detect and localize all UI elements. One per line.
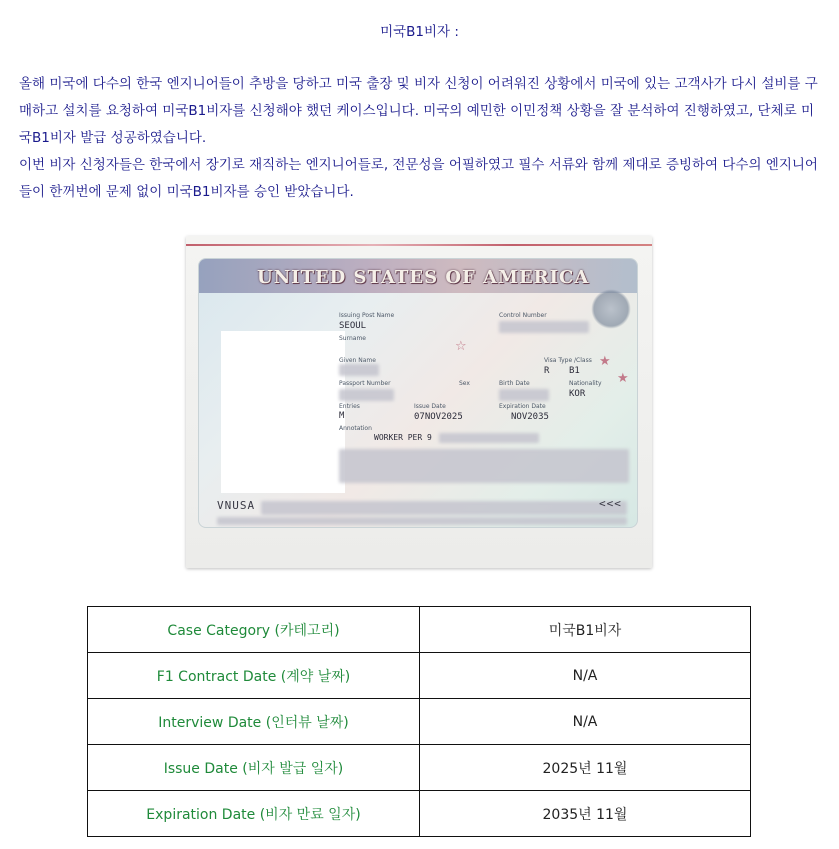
expiration-date-value: NOV2035 [511, 412, 549, 422]
redacted-given-name [339, 364, 379, 376]
visa-type-value: R [544, 366, 550, 376]
surname-label: Surname [339, 335, 366, 342]
table-row [88, 653, 751, 699]
annotation-value: WORKER PER 9 [374, 433, 432, 442]
sex-label: Sex [459, 380, 470, 387]
table-cell-value: 2035년 11월 [420, 791, 751, 837]
redacted-mrz-line-1 [261, 501, 627, 515]
table-cell-value: N/A [420, 699, 751, 745]
visa-image [186, 236, 652, 568]
table-cell-value: N/A [420, 653, 751, 699]
passport-fold [186, 244, 652, 246]
redacted-annotation-block [339, 449, 629, 483]
nationality-value: KOR [569, 389, 586, 399]
visa-header-text: UNITED STATES OF AMERICA [257, 267, 590, 288]
expiration-date-label: Expiration Date [499, 403, 546, 410]
star-icon: ★ [599, 354, 611, 369]
photo-placeholder [221, 331, 345, 493]
entries-label: Entries [339, 403, 360, 410]
table-row [88, 607, 751, 653]
redacted-birth-date [499, 389, 549, 401]
page-title: 미국B1비자 : [380, 24, 459, 40]
redacted-mrz-line-2 [217, 517, 627, 525]
table-row [88, 745, 751, 791]
table-cell-label: F1 Contract Date (계약 날짜) [88, 653, 420, 699]
intro-paragraph: 올해 미국에 다수의 한국 엔지니어들이 추방을 당하고 미국 출장 및 비자 신청이 어려워진 상황에서 미국에 있는 고객사가 다시 설비를 구매하고 설치를 요청하여 미국B1비자를 신청해야 했던 케이스입니다. 미국의 예민한 이민정책 상황을 잘 분석하여 진행하였고, 단체로 미국B1비자 발급 성공하였습니다. [19, 76, 818, 146]
passport-number-label: Passport Number [339, 380, 391, 387]
visa-type-label: Visa Type /Class [544, 357, 592, 364]
eagle-seal-icon [591, 289, 631, 329]
star-icon: ☆ [455, 339, 467, 354]
mrz-end: <<< [599, 497, 622, 510]
table-cell-value: 미국B1비자 [420, 607, 751, 653]
redacted-control-number [499, 321, 589, 333]
mrz-start: VNUSA [217, 499, 256, 512]
issue-date-value: 07NOV2025 [414, 412, 463, 422]
issuing-post-value: SEOUL [339, 321, 367, 331]
entries-value: M [339, 411, 345, 421]
redacted-annotation [439, 433, 539, 443]
control-number-label: Control Number [499, 312, 547, 319]
table-cell-label: Issue Date (비자 발급 일자) [88, 745, 420, 791]
table-cell-label: Case Category (카테고리) [88, 607, 420, 653]
visa-class-value: B1 [569, 366, 580, 376]
table-cell-label: Interview Date (인터뷰 날짜) [88, 699, 420, 745]
redacted-passport-number [339, 389, 394, 401]
star-icon: ★ [617, 371, 629, 386]
table-row [88, 699, 751, 745]
annotation-label: Annotation [339, 425, 372, 432]
table-cell-value: 2025년 11월 [420, 745, 751, 791]
issuing-post-label: Issuing Post Name [339, 312, 395, 319]
given-name-label: Given Name [339, 357, 376, 364]
case-info-table [87, 606, 751, 837]
nationality-label: Nationality [569, 380, 602, 387]
applicant-paragraph: 이번 비자 신청자들은 한국에서 장기로 재직하는 엔지니어들로, 전문성을 어필하였고 필수 서류와 함께 제대로 증빙하여 다수의 엔지니어들이 한꺼번에 문제 없이 미국B1비자를 승인 받았습니다. [19, 157, 818, 200]
table-cell-label: Expiration Date (비자 만료 일자) [88, 791, 420, 837]
birth-date-label: Birth Date [499, 380, 530, 387]
table-row [88, 791, 751, 837]
visa-foil [198, 258, 638, 528]
issue-date-label: Issue Date [414, 403, 446, 410]
